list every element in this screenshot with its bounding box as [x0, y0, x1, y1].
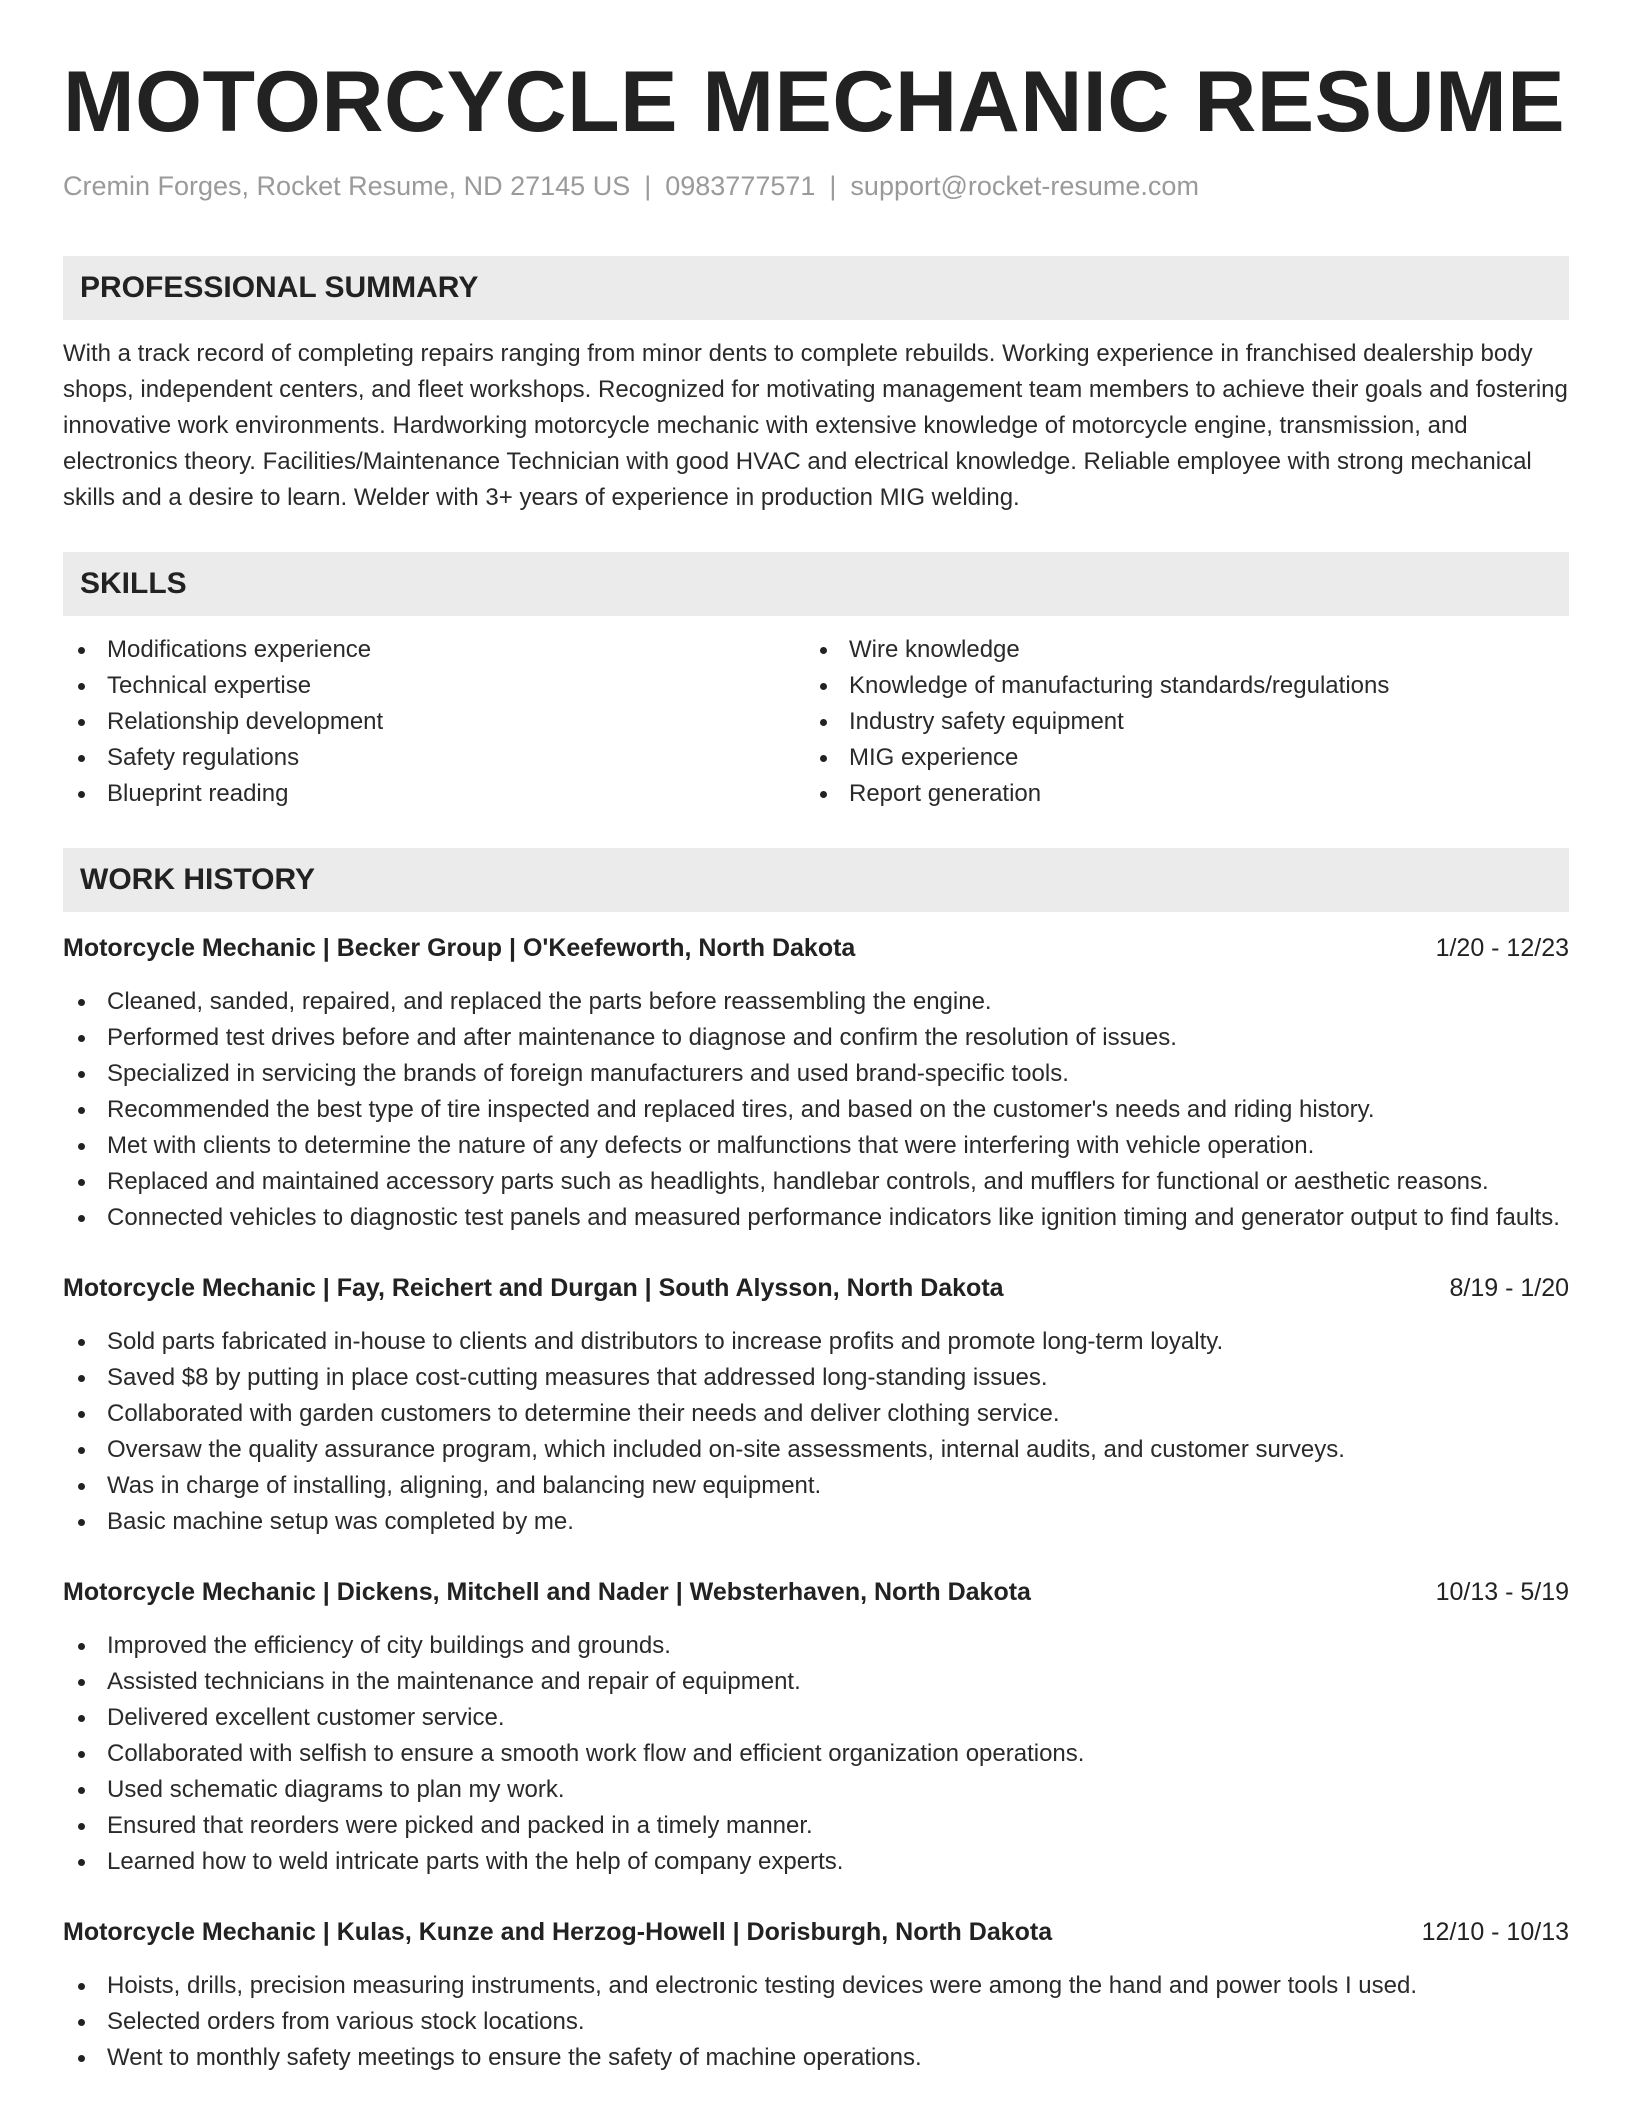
list-item	[63, 1020, 1569, 1056]
bullet-icon	[78, 1823, 85, 1830]
bullet-icon	[78, 683, 85, 690]
contact-separator: |	[829, 171, 837, 201]
list-item-text: Collaborated with garden customers to determine their needs and deliver clothing service.	[107, 1400, 1060, 1427]
bullet-icon	[78, 2019, 85, 2026]
list-item	[63, 1844, 1569, 1880]
list-item	[805, 776, 1547, 812]
list-item-text: Wire knowledge	[849, 636, 1020, 663]
list-item-text: Industry safety equipment	[849, 708, 1124, 735]
bullet-icon	[78, 1447, 85, 1454]
job-dates: 8/19 - 1/20	[1449, 1274, 1569, 1302]
list-item	[805, 740, 1547, 776]
list-item	[805, 704, 1547, 740]
bullet-icon	[78, 1519, 85, 1526]
job-header	[63, 1270, 1569, 1306]
list-item	[63, 704, 805, 740]
bullet-icon	[820, 791, 827, 798]
bullet-icon	[78, 1787, 85, 1794]
list-item	[63, 2004, 1569, 2040]
bullet-icon	[78, 2055, 85, 2062]
list-item-text: Hoists, drills, precision measuring instruments, and electronic testing devices were among the hand and power tools I used.	[107, 1972, 1418, 1999]
list-item-text: Recommended the best type of tire inspected and replaced tires, and based on the customer's needs and riding history.	[107, 1096, 1375, 1123]
list-item-text: Safety regulations	[107, 744, 300, 771]
summary-text: With a track record of completing repairs ranging from minor dents to complete rebuilds. Working experience in franchised dealership body shops, independent centers, and fleet workshops. Recognized for motivating management team members to achieve their goals and fostering innovative work environments. Hardworking motorcycle mechanic with extensive knowledge of motorcycle engine, transmission, and electronics theory. Facilities/Maintenance Technician with good HVAC and electrical knowledge. Reliable employee with strong mechanical skills and a desire to learn. Welder with 3+ years of experience in production MIG welding.	[63, 340, 1568, 511]
list-item-text: Blueprint reading	[107, 780, 289, 807]
skills-grid	[63, 632, 1569, 812]
contact-phone: 0983777571	[665, 171, 816, 201]
job-duties-list	[63, 1324, 1569, 1540]
bullet-icon	[78, 1071, 85, 1078]
list-item-text: Saved $8 by putting in place cost-cutting measures that addressed long-standing issues.	[107, 1364, 1048, 1391]
bullet-icon	[78, 791, 85, 798]
list-item	[63, 1468, 1569, 1504]
resume-title: MOTORCYCLE MECHANIC RESUME	[63, 54, 1566, 150]
list-item	[63, 1164, 1569, 1200]
list-item	[63, 1808, 1569, 1844]
job-duties-list	[63, 984, 1569, 1236]
bullet-icon	[78, 1143, 85, 1150]
bullet-icon	[820, 683, 827, 690]
bullet-icon	[78, 1715, 85, 1722]
contact-separator: |	[644, 171, 652, 201]
job-header	[63, 930, 1569, 966]
skills-column-right	[805, 632, 1547, 812]
section-heading-skills: SKILLS	[63, 552, 1569, 616]
list-item	[805, 632, 1547, 668]
bullet-icon	[78, 1643, 85, 1650]
list-item-text: Oversaw the quality assurance program, which included on-site assessments, internal audits, and customer surveys.	[107, 1436, 1345, 1463]
work-history-list	[63, 930, 1569, 2076]
job-entry	[63, 930, 1569, 1236]
list-item	[63, 1968, 1569, 2004]
list-item	[63, 1736, 1569, 1772]
list-item	[63, 1772, 1569, 1808]
job-title: Motorcycle Mechanic | Dickens, Mitchell and Nader | Websterhaven, North Dakota	[63, 1578, 1031, 1606]
bullet-icon	[78, 1411, 85, 1418]
skills-list-right	[805, 632, 1547, 812]
list-item-text: MIG experience	[849, 744, 1019, 771]
bullet-icon	[78, 755, 85, 762]
bullet-icon	[78, 1483, 85, 1490]
list-item-text: Connected vehicles to diagnostic test panels and measured performance indicators like ignition timing and generator output to find faults.	[107, 1204, 1560, 1231]
list-item-text: Relationship development	[107, 708, 384, 735]
bullet-icon	[78, 647, 85, 654]
list-item-text: Cleaned, sanded, repaired, and replaced the parts before reassembling the engine.	[107, 988, 992, 1015]
list-item	[63, 984, 1569, 1020]
job-duties-list	[63, 1968, 1569, 2076]
job-title: Motorcycle Mechanic | Becker Group | O'Keefeworth, North Dakota	[63, 934, 856, 962]
bullet-icon	[78, 1859, 85, 1866]
job-title: Motorcycle Mechanic | Kulas, Kunze and Herzog-Howell | Dorisburgh, North Dakota	[63, 1918, 1053, 1946]
bullet-icon	[820, 647, 827, 654]
contact-email: support@rocket-resume.com	[850, 171, 1199, 201]
list-item-text: Modifications experience	[107, 636, 372, 663]
list-item	[63, 1324, 1569, 1360]
list-item-text: Met with clients to determine the nature of any defects or malfunctions that were interfering with vehicle operation.	[107, 1132, 1315, 1159]
list-item	[63, 740, 805, 776]
list-item-text: Replaced and maintained accessory parts such as headlights, handlebar controls, and mufflers for functional or aesthetic reasons.	[107, 1168, 1489, 1195]
job-header	[63, 1574, 1569, 1610]
list-item	[63, 1360, 1569, 1396]
job-duties-list	[63, 1628, 1569, 1880]
job-entry	[63, 1574, 1569, 1880]
list-item	[63, 1700, 1569, 1736]
list-item-text: Selected orders from various stock locations.	[107, 2008, 585, 2035]
list-item-text: Performed test drives before and after maintenance to diagnose and confirm the resolution of issues.	[107, 1024, 1177, 1051]
list-item-text: Report generation	[849, 780, 1042, 807]
job-dates: 12/10 - 10/13	[1421, 1918, 1569, 1946]
list-item-text: Was in charge of installing, aligning, and balancing new equipment.	[107, 1472, 822, 1499]
list-item-text: Delivered excellent customer service.	[107, 1704, 505, 1731]
job-header	[63, 1914, 1569, 1950]
job-entry	[63, 1914, 1569, 2076]
section-heading-work-history: WORK HISTORY	[63, 848, 1569, 912]
list-item-text: Assisted technicians in the maintenance and repair of equipment.	[107, 1668, 801, 1695]
bullet-icon	[78, 1679, 85, 1686]
list-item	[63, 1504, 1569, 1540]
list-item	[805, 668, 1547, 704]
list-item	[63, 1664, 1569, 1700]
list-item	[63, 1056, 1569, 1092]
bullet-icon	[78, 1179, 85, 1186]
job-title: Motorcycle Mechanic | Fay, Reichert and Durgan | South Alysson, North Dakota	[63, 1274, 1004, 1302]
list-item	[63, 1128, 1569, 1164]
job-dates: 10/13 - 5/19	[1435, 1578, 1569, 1606]
list-item-text: Technical expertise	[107, 672, 312, 699]
section-heading-summary: PROFESSIONAL SUMMARY	[63, 256, 1569, 320]
bullet-icon	[820, 719, 827, 726]
bullet-icon	[78, 1215, 85, 1222]
job-entry	[63, 1270, 1569, 1540]
list-item-text: Specialized in servicing the brands of foreign manufacturers and used brand-specific tools.	[107, 1060, 1069, 1087]
list-item-text: Ensured that reorders were picked and packed in a timely manner.	[107, 1812, 813, 1839]
bullet-icon	[78, 1107, 85, 1114]
job-dates: 1/20 - 12/23	[1435, 934, 1569, 962]
list-item-text: Collaborated with selfish to ensure a smooth work flow and efficient organization operations.	[107, 1740, 1085, 1767]
list-item	[63, 2040, 1569, 2076]
list-item	[63, 1628, 1569, 1664]
list-item	[63, 776, 805, 812]
list-item-text: Sold parts fabricated in-house to clients and distributors to increase profits and promote long-term loyalty.	[107, 1328, 1224, 1355]
list-item-text: Basic machine setup was completed by me.	[107, 1508, 574, 1535]
list-item-text: Improved the efficiency of city buildings and grounds.	[107, 1632, 671, 1659]
list-item-text: Went to monthly safety meetings to ensure the safety of machine operations.	[107, 2044, 922, 2071]
list-item	[63, 632, 805, 668]
bullet-icon	[78, 1375, 85, 1382]
list-item-text: Used schematic diagrams to plan my work.	[107, 1776, 565, 1803]
list-item	[63, 1396, 1569, 1432]
bullet-icon	[78, 1751, 85, 1758]
list-item	[63, 1092, 1569, 1128]
skills-column-left	[63, 632, 805, 812]
contact-address: Cremin Forges, Rocket Resume, ND 27145 US	[63, 171, 631, 201]
bullet-icon	[78, 1983, 85, 1990]
bullet-icon	[78, 1035, 85, 1042]
list-item	[63, 668, 805, 704]
bullet-icon	[78, 719, 85, 726]
list-item	[63, 1432, 1569, 1468]
list-item-text: Knowledge of manufacturing standards/regulations	[849, 672, 1390, 699]
bullet-icon	[78, 999, 85, 1006]
list-item	[63, 1200, 1569, 1236]
contact-line	[63, 168, 1569, 204]
list-item-text: Learned how to weld intricate parts with the help of company experts.	[107, 1848, 844, 1875]
skills-list-left	[63, 632, 805, 812]
bullet-icon	[78, 1339, 85, 1346]
bullet-icon	[820, 755, 827, 762]
